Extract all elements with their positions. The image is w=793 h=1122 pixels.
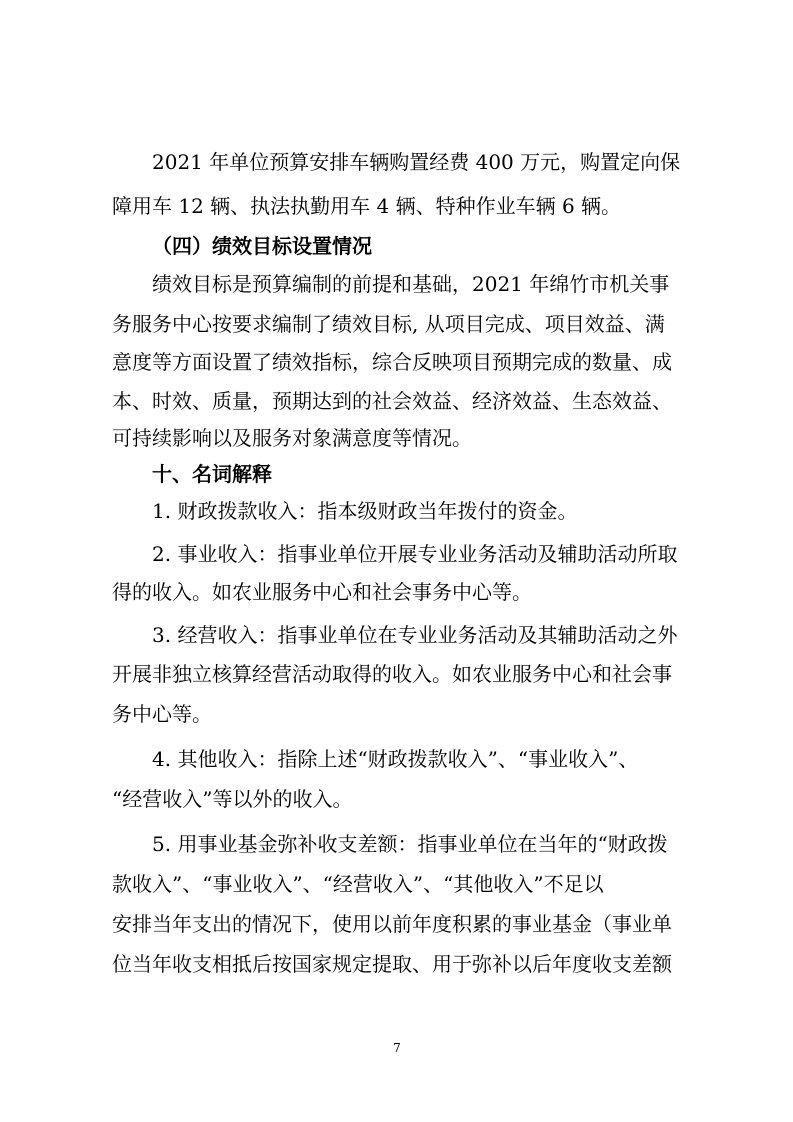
glossary-item-5-line-4: 位当年收支相抵后按国家规定提取、用于弥补以后年度收支差额 [112,952,672,976]
paragraph-performance-line-3: 意度等方面设置了绩效指标，综合反映项目预期完成的数量、成 [112,350,672,374]
glossary-item-5-line-2: 款收入”、“事业收入”、“经营收入”、“其他收入”不足以 [112,872,604,896]
paragraph-vehicle-budget-line-2: 障用车 12 辆、执法执勤用车 4 辆、特种作业车辆 6 辆。 [112,194,622,218]
glossary-item-2-line-2: 得的收入。如农业服务中心和社会事务中心等。 [112,580,532,604]
section-heading-performance-goals: （四）绩效目标设置情况 [152,234,372,258]
glossary-item-4-line-2: “经营收入”等以外的收入。 [112,787,353,811]
glossary-item-1: 1. 财政拨款收入：指本级财政当年拨付的资金。 [152,499,578,523]
paragraph-performance-line-1: 绩效目标是预算编制的前提和基础，2021 年绵竹市机关事 [152,272,670,296]
paragraph-performance-line-4: 本、时效、质量，预期达到的社会效益、经济效益、生态效益、 [112,389,672,413]
glossary-item-5-line-1: 5. 用事业基金弥补收支差额：指事业单位在当年的“财政拨 [152,832,668,856]
glossary-item-3-line-3: 务中心等。 [112,702,212,726]
paragraph-performance-line-2: 务服务中心按要求编制了绩效目标, 从项目完成、项目效益、满 [112,312,665,336]
glossary-item-3-line-1: 3. 经营收入：指事业单位在专业业务活动及其辅助活动之外 [152,623,678,647]
paragraph-vehicle-budget-line-1: 2021 年单位预算安排车辆购置经费 400 万元，购置定向保 [152,150,681,174]
paragraph-performance-line-5: 可持续影响以及服务对象满意度等情况。 [112,426,472,450]
page-number: 7 [393,1041,401,1055]
glossary-item-2-line-1: 2. 事业收入：指事业单位开展专业业务活动及辅助活动所取 [152,542,678,566]
glossary-item-5-line-3: 安排当年支出的情况下，使用以前年度积累的事业基金（事业单 [112,912,672,936]
section-heading-glossary: 十、名词解释 [152,462,272,486]
glossary-item-4-line-1: 4. 其他收入：指除上述“财政拨款收入”、“事业收入”、 [152,747,639,771]
glossary-item-3-line-2: 开展非独立核算经营活动取得的收入。如农业服务中心和社会事 [112,662,672,686]
